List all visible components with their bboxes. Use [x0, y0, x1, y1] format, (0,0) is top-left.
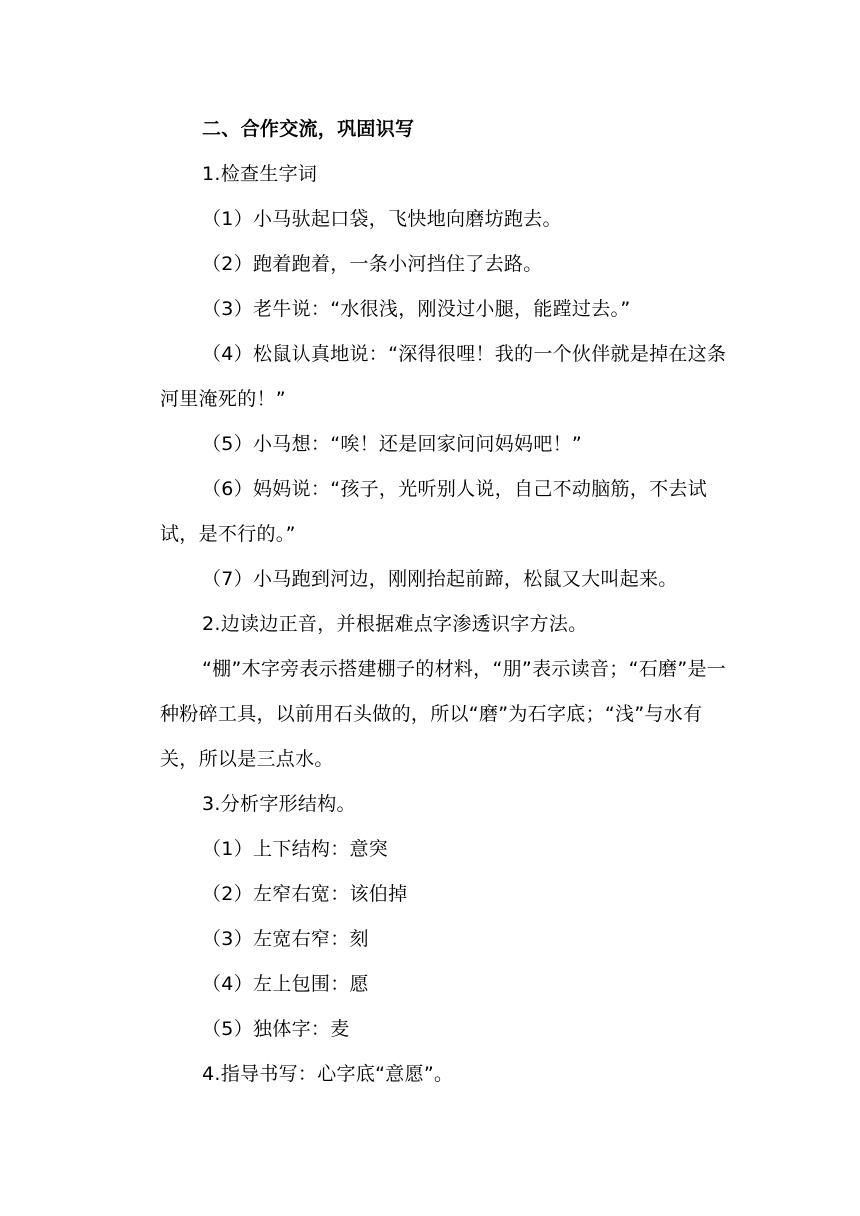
section1-title: 1.检查生字词 [202, 163, 318, 185]
section4-title: 4.指导书写：心字底“意愿”。 [202, 1063, 454, 1085]
sentence-item: （7）小马跑到河边，刚刚抬起前蹄，松鼠又大叫起来。 [202, 568, 678, 590]
document-body [160, 107, 735, 1097]
structure-item: （4）左上包围：愿 [202, 973, 369, 995]
structure-item: （3）左宽右窄：刻 [202, 928, 369, 950]
sentence-item: （3）老牛说：“水很浅，刚没过小腿，能蹚过去。” [202, 298, 631, 320]
section3-title: 3.分析字形结构。 [202, 793, 356, 815]
sentence-item: （2）跑着跑着，一条小河挡住了去路。 [202, 253, 543, 275]
sentence-item: （4）松鼠认真地说：“深得很哩！我的一个伙伴就是掉在这条河里淹死的！” [160, 343, 727, 410]
section2-paragraph: “棚”木字旁表示搭建棚子的材料，“朋”表示读音；“石磨”是一种粉碎工具，以前用石头做的，所以“磨”为石字底；“浅”与水有关，所以是三点水。 [160, 658, 727, 770]
section-heading: 二、合作交流，巩固识写 [202, 118, 415, 140]
sentence-item: （1）小马驮起口袋，飞快地向磨坊跑去。 [202, 208, 562, 230]
structure-item: （5）独体字：麦 [202, 1018, 350, 1040]
section2-title: 2.边读边正音，并根据难点字渗透识字方法。 [202, 613, 588, 635]
sentence-item: （5）小马想：“唉！还是回家问问妈妈吧！” [202, 433, 583, 455]
structure-item: （1）上下结构：意突 [202, 838, 389, 860]
sentence-item: （6）妈妈说：“孩子，光听别人说，自己不动脑筋，不去试试，是不行的。” [160, 478, 708, 545]
structure-item: （2）左窄右宽：该伯掉 [202, 883, 408, 905]
